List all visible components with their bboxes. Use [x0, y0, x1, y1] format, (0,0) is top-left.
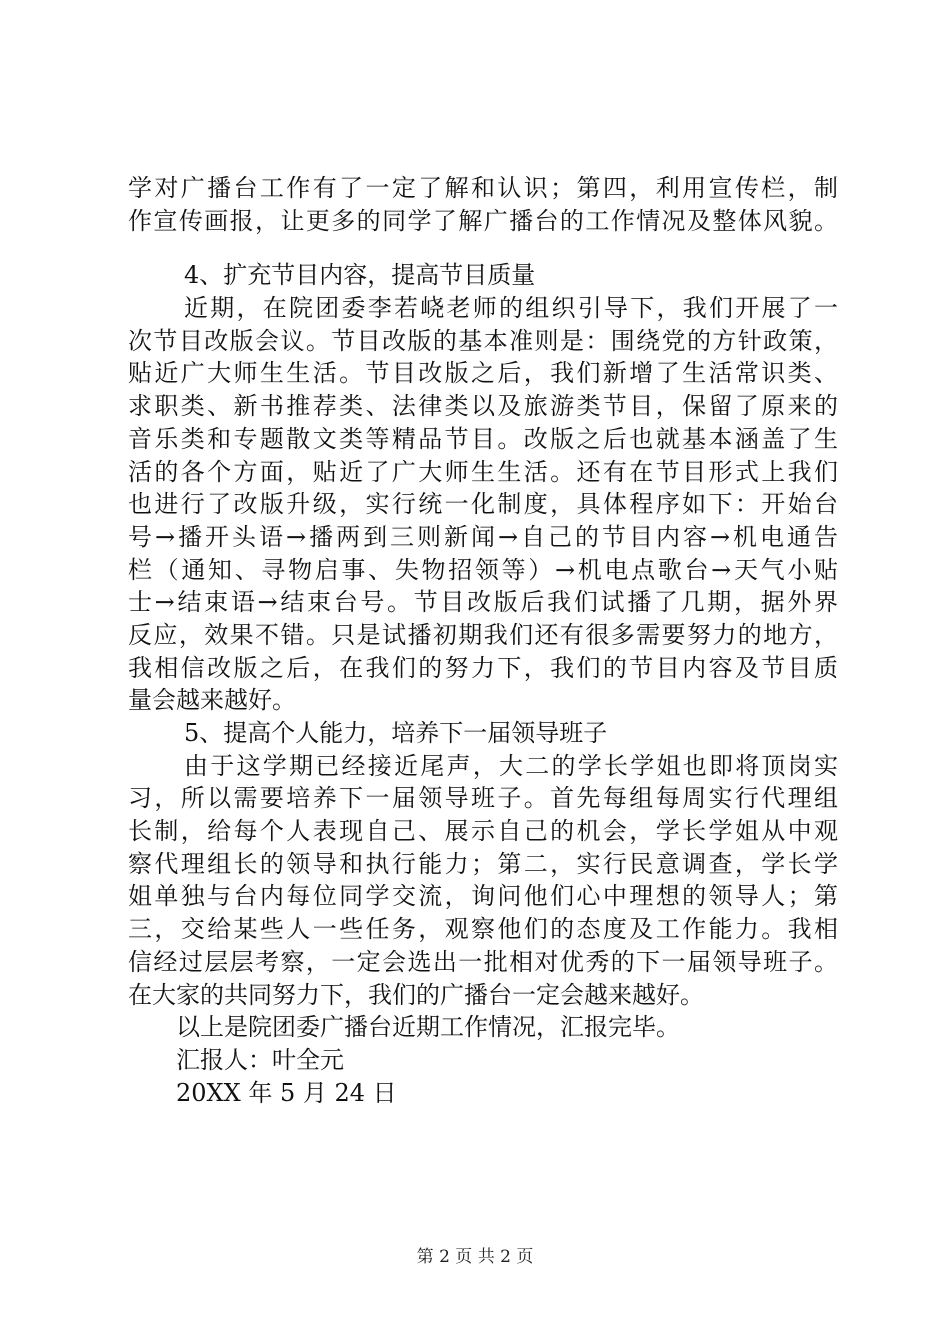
- body-line: 求职类、新书推荐类、法律类以及旅游类节目，保留了原来的: [128, 392, 838, 421]
- body-line: 作宣传画报，让更多的同学了解广播台的工作情况及整体风貌。: [128, 206, 838, 235]
- body-line: 量会越来越好。: [128, 686, 296, 715]
- body-line: 学对广播台工作有了一定了解和认识；第四，利用宣传栏，制: [128, 174, 838, 202]
- body-line: 信经过层层考察，一定会选出一批相对优秀的下一届领导班子。: [128, 947, 838, 976]
- body-line: 也进行了改版升级，实行统一化制度，具体程序如下：开始台: [128, 490, 838, 519]
- body-line: 三，交给某些人一些任务，观察他们的态度及工作能力。我相: [128, 915, 838, 944]
- body-line: 贴近广大师生生活。节目改版之后，我们新增了生活常识类、: [128, 359, 838, 388]
- body-line: 反应，效果不错。只是试播初期我们还有很多需要努力的地方，: [128, 620, 838, 649]
- paragraph-gap: [128, 237, 838, 259]
- body-line: 在大家的共同努力下，我们的广播台一定会越来越好。: [128, 980, 704, 1009]
- body-line: 姐单独与台内每位同学交流，询问他们心中理想的领导人；第: [128, 882, 838, 911]
- closing-statement: 以上是院团委广播台近期工作情况，汇报完毕。: [176, 1013, 680, 1042]
- body-line: 号→播开头语→播两到三则新闻→自己的节目内容→机电通告: [128, 522, 838, 551]
- body-line: 察代理组长的领导和执行能力；第二，实行民意调查，学长学: [128, 849, 838, 878]
- section-5-heading: 5、提高个人能力，培养下一届领导班子: [184, 719, 608, 747]
- reporter-name: 汇报人：叶全元: [176, 1045, 344, 1074]
- body-line: 栏（通知、寻物启事、失物招领等）→机电点歌台→天气小贴: [128, 555, 838, 584]
- body-line: 音乐类和专题散文类等精品节目。改版之后也就基本涵盖了生: [128, 424, 838, 453]
- report-date: 20XX 年 5 月 24 日: [176, 1078, 397, 1107]
- body-line: 活的各个方面，贴近了广大师生生活。还有在节目形式上我们: [128, 457, 838, 486]
- body-line: 由于这学期已经接近尾声，大二的学长学姐也即将顶岗实: [184, 751, 838, 780]
- body-line: 长制，给每个人表现自己、展示自己的机会，学长学姐从中观: [128, 817, 838, 846]
- document-body: [128, 172, 838, 1109]
- body-line: 士→结束语→结束台号。节目改版后我们试播了几期，据外界: [128, 588, 838, 617]
- page-footer: 第 2 页 共 2 页: [416, 1247, 534, 1267]
- body-line: 我相信改版之后，在我们的努力下，我们的节目内容及节目质: [128, 653, 838, 682]
- body-line: 习，所以需要培养下一届领导班子。首先每组每周实行代理组: [128, 784, 838, 813]
- body-line: 近期，在院团委李若峣老师的组织引导下，我们开展了一: [184, 294, 838, 323]
- body-line: 次节目改版会议。节目改版的基本准则是：围绕党的方针政策，: [128, 326, 838, 355]
- section-4-heading: 4、扩充节目内容，提高节目质量: [184, 261, 536, 290]
